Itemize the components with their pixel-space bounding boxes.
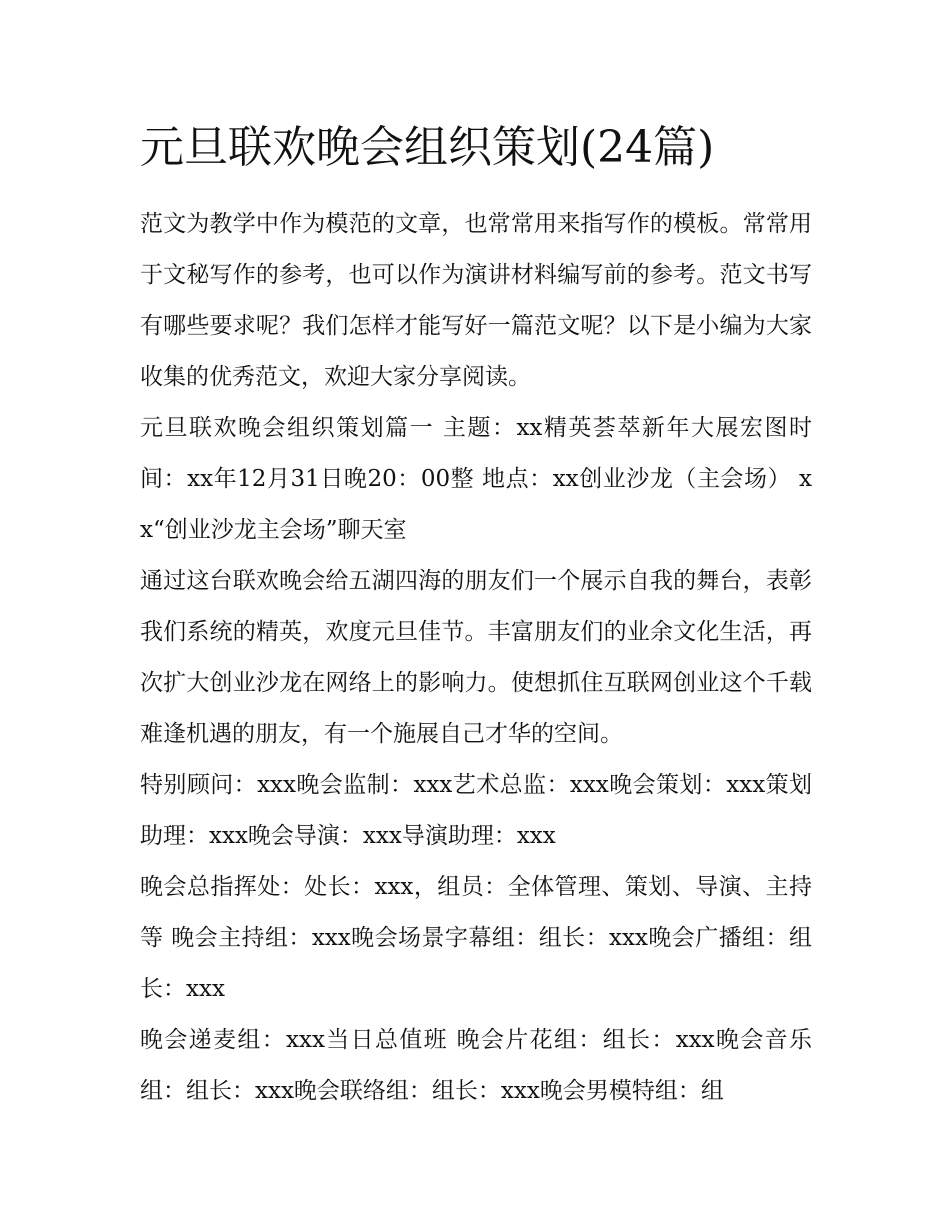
paragraph-theme-time-place: 元旦联欢晚会组织策划篇一 主题：xx精英荟萃新年大展宏图时间：xx年12月31日晚20：00整 地点：xx创业沙龙（主会场） xx“创业沙龙主会场”聊天室 (140, 415, 812, 543)
paragraph-intro: 范文为教学中作为模范的文章，也常常用来指写作的模板。常常用于文秘写作的参考，也可以作为演讲材料编写前的参考。范文书写有哪些要求呢？我们怎样才能写好一篇范文呢？以下是小编为大家收集的优秀范文，欢迎大家分享阅读。 (140, 211, 812, 390)
paragraph-support-groups: 晚会递麦组：xxx当日总值班 晚会片花组：组长：xxx晚会音乐组：组长：xxx晚会联络组：组长：xxx晚会男模特组：组 (140, 1027, 812, 1104)
paragraph-advisors: 特别顾问：xxx晚会监制：xxx艺术总监：xxx晚会策划：xxx策划助理：xxx晚会导演：xxx导演助理：xxx (140, 772, 812, 849)
document-body (140, 199, 812, 1117)
document-title: 元旦联欢晚会组织策划(24篇) (140, 122, 715, 173)
paragraph-command-groups: 晚会总指挥处：处长：xxx，组员：全体管理、策划、导演、主持等 晚会主持组：xxx晚会场景字幕组：组长：xxx晚会广播组：组长：xxx (140, 874, 812, 1002)
paragraph-purpose: 通过这台联欢晚会给五湖四海的朋友们一个展示自我的舞台，表彰我们系统的精英，欢度元旦佳节。丰富朋友们的业余文化生活，再次扩大创业沙龙在网络上的影响力。使想抓住互联网创业这个千载难逢机遇的朋友，有一个施展自己才华的空间。 (140, 568, 812, 747)
